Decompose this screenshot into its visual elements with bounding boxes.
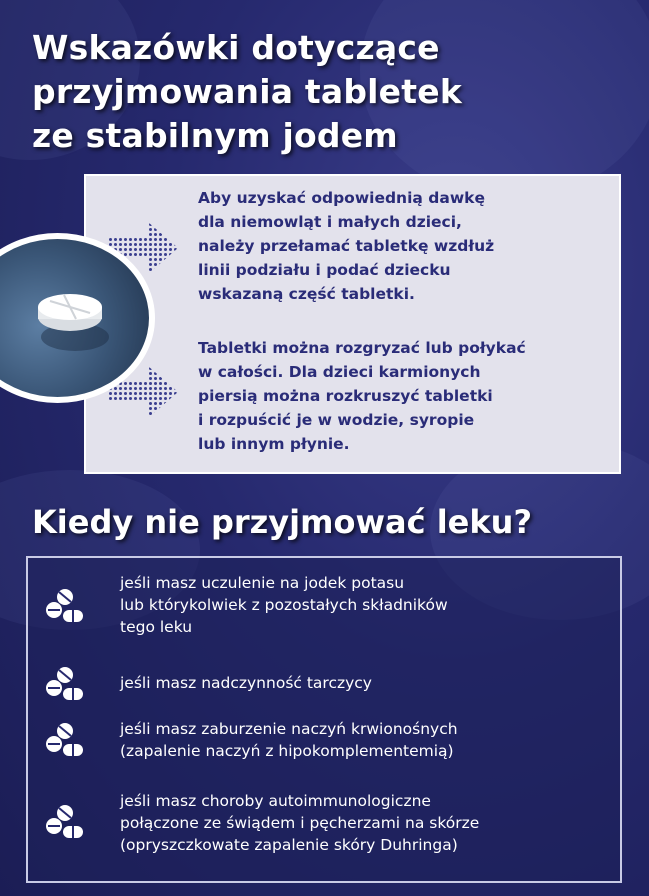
instruction-line: wskazaną część tabletki.: [198, 285, 415, 303]
instruction-line: należy przełamać tabletkę wzdłuż: [198, 237, 495, 255]
page-title: [32, 26, 622, 158]
title-line: przyjmowania tabletek: [32, 72, 462, 111]
title-line: ze stabilnym jodem: [32, 116, 398, 155]
title-line: Wskazówki dotyczące: [32, 28, 440, 67]
contraindication-line: jeśli masz zaburzenie naczyń krwionośnych: [120, 720, 458, 738]
contraindication-line: lub którykolwiek z pozostałych składników: [120, 596, 448, 614]
instruction-line: Tabletki można rozgryzać lub połykać: [198, 339, 526, 357]
pills-icon: [44, 666, 84, 704]
contraindication-line: (opryszczkowate zapalenie skóry Duhringa): [120, 836, 458, 854]
pill-photo: [0, 233, 155, 403]
instruction-line: linii podziału i podać dziecku: [198, 261, 451, 279]
contraindication-line: połączone ze świądem i pęcherzami na skórze: [120, 814, 480, 832]
pills-icon: [44, 722, 84, 760]
pills-icon: [44, 804, 84, 842]
instruction-line: i rozpuścić je w wodzie, syropie: [198, 411, 475, 429]
pills-icon: [44, 588, 84, 626]
instruction-paragraph: [198, 186, 618, 306]
contraindication-line: jeśli masz choroby autoimmunologiczne: [120, 792, 431, 810]
instruction-line: lub innym płynie.: [198, 435, 350, 453]
contraindication-line: jeśli masz uczulenie na jodek potasu: [120, 574, 405, 592]
contraindication-line: tego leku: [120, 618, 193, 636]
instruction-line: w całości. Dla dzieci karmionych: [198, 363, 481, 381]
contraindication-line: (zapalenie naczyń z hipokomplementemią): [120, 742, 454, 760]
section-heading: Kiedy nie przyjmować leku?: [32, 503, 532, 541]
instruction-line: piersią można rozkruszyć tabletki: [198, 387, 493, 405]
contraindication-line: jeśli masz nadczynność tarczycy: [120, 674, 372, 692]
instruction-line: dla niemowląt i małych dzieci,: [198, 213, 462, 231]
tablet-icon: [0, 239, 155, 403]
instruction-line: Aby uzyskać odpowiednią dawkę: [198, 189, 485, 207]
instruction-paragraph: [198, 336, 618, 456]
